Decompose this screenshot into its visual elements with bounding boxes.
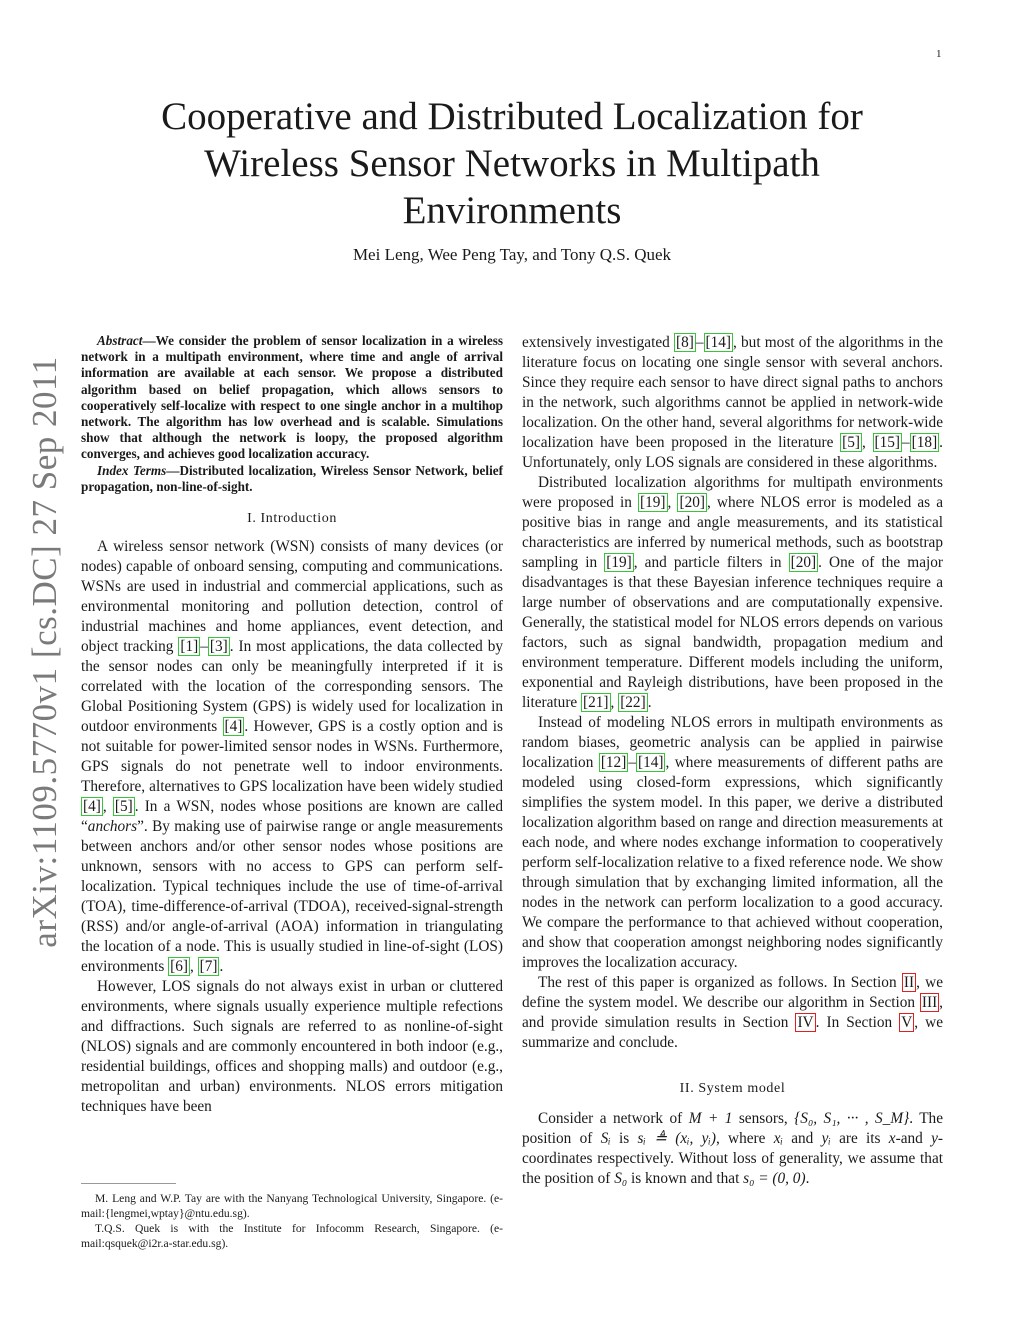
- text-run: sensors,: [732, 1110, 795, 1127]
- citation-link[interactable]: [5]: [114, 798, 133, 816]
- text-run: , where NLOS error is modeled as a positive bias in range and angle measurements, and its statistical characteristics are inferred by numerical methods, such as bootstrap sampling in: [522, 494, 943, 571]
- section-link[interactable]: III: [921, 994, 938, 1011]
- body-paragraph: extensively investigated [8] – [14] , but most of the algorithms in the literature focus on locating one single sensor with several anchors. Since they require each sensor to have direct signal paths to anchors in the network, such algorithms cannot be applied in network-wide localization. On the other hand, several algorithms for network-wide localization have been proposed in the literature [5] , [15] – [18] . Unfortunately, only LOS signals are considered in these algorithms.: [522, 334, 943, 471]
- text-run: . Unfortunately, only LOS signals are considered in these algorithms.: [522, 434, 943, 471]
- intro-paragraph: However, LOS signals do not always exist in urban or cluttered environments, where signals usually experience multiple refections and diffractions. Such signals are referred to as nonline-of-sight (NLOS) signals and are commonly encountered in both indoor (e.g., residential buildings, offices and shopping malls) and outdoor (e.g., metropolitan and urban) environments. NLOS errors mitigation techniques have been: [81, 978, 503, 1116]
- math-expression: xᵢ: [773, 1130, 783, 1147]
- text-run: . One of the major disadvantages is that these Bayesian inference techniques require a large number of observations and are computationally expensive. Generally, the statistical model for NLOS errors depends on various factors, such as signal bandwidth, propagation medium and environment temperature. Different models including the uniform, exponential and Rayleigh distributions, have been proposed in the literature: [522, 554, 943, 711]
- math-expression: s₀ = (0, 0): [743, 1170, 806, 1187]
- arxiv-stamp: arXiv:1109.5770v1 [cs.DC] 27 Sep 2011: [25, 356, 64, 948]
- text-run: -coordinates respectively. Without loss of generality, we assume that the position of: [522, 1130, 943, 1187]
- section-heading-system-model: II. System model: [679, 1081, 786, 1096]
- text-run: . The position of: [522, 1110, 943, 1147]
- citation-link[interactable]: [7]: [199, 958, 218, 976]
- text-run: , where measurements of different paths are modeled using closed-form expressions, which significantly simplifies the system model. In this paper, we derive a distributed localization algorithm based on range and direction measurements at each node, and where nodes exchange information to cooperatively perform self-localization relative to a fixed reference node. We show through simulation that by exchanging limited information, all the nodes in the network can perform localization to a good accuracy. We compare the performance to that achieved without cooperation, and show that cooperation amongst neighboring nodes significantly improves the localization accuracy.: [522, 754, 943, 971]
- footnote-affiliation: T.Q.S. Quek is with the Institute for Infocomm Research, Singapore. (e-mail:qsquek@i2r.a-star.edu.sg).: [81, 1222, 503, 1250]
- math-expression: S₀: [614, 1170, 628, 1187]
- footnotes: [81, 1191, 503, 1251]
- text-run: Instead of modeling NLOS errors in multipath environments as random biases, geometric analysis can be applied in pairwise localization: [522, 714, 943, 771]
- citation-link[interactable]: [1]: [180, 638, 199, 656]
- text-run: . In Section: [815, 1014, 900, 1031]
- citation-link[interactable]: [4]: [224, 718, 243, 736]
- text-run: .: [647, 694, 652, 711]
- section-link[interactable]: II: [903, 974, 915, 991]
- text-run: , but most of the algorithms in the literature focus on locating one single sensor with several anchors. Since they require each sensor to have direct signal paths to anchors in the network, such algorithms cannot be applied in network-wide localization. On the other hand, several algorithms for network-wide localization have been proposed in the literature: [522, 334, 943, 451]
- math-expression: yᵢ: [821, 1130, 831, 1147]
- text-run: . In most applications, the data collected by the sensor nodes can only be meaningfully interpreted if it is correlated with the location of the corresponding sensors. The Global Positioning System (GPS) is widely used for localization in outdoor environments: [81, 638, 503, 736]
- citation-link[interactable]: [22]: [620, 694, 646, 711]
- left-column: [81, 333, 503, 1117]
- text-run: .: [805, 1170, 810, 1187]
- citation-link[interactable]: [15]: [874, 434, 901, 451]
- citation-link[interactable]: [20]: [679, 494, 705, 511]
- text-run: is known and that: [627, 1170, 744, 1187]
- text-run: and: [782, 1130, 822, 1147]
- citation-link[interactable]: [21]: [583, 694, 609, 711]
- text-run: , where: [715, 1130, 774, 1147]
- citation-link[interactable]: [6]: [170, 958, 188, 976]
- citation-link[interactable]: [3]: [209, 638, 228, 656]
- author-list: Mei Leng, Wee Peng Tay, and Tony Q.S. Quek: [352, 245, 672, 264]
- math-expression: y: [931, 1130, 938, 1147]
- paper-title: Cooperative and Distributed Localization for Wireless Sensor Networks in Multipath Environments: [161, 95, 863, 232]
- emphasis-anchors: anchors: [87, 818, 138, 836]
- abstract: [81, 333, 503, 463]
- section-heading-introduction: I. Introduction: [247, 511, 337, 527]
- text-run: The rest of this paper is organized as follows. In Section: [538, 974, 902, 991]
- text-run: is: [610, 1130, 638, 1147]
- body-paragraph: [522, 973, 943, 1053]
- section-link[interactable]: IV: [797, 1014, 814, 1031]
- section-link[interactable]: V: [901, 1014, 913, 1031]
- body-paragraph: [522, 1109, 943, 1189]
- index-terms-text: —Distributed localization, Wireless Sensor Network, belief propagation, non-line-of-sight.: [81, 462, 503, 494]
- citation-link[interactable]: [18]: [911, 434, 938, 451]
- text-run: .: [219, 958, 224, 976]
- body-paragraph: Instead of modeling NLOS errors in multipath environments as random biases, geometric analysis can be applied in pairwise localization [12] – [14] , where measurements of different paths are modeled using closed-form expressions, which significantly simplifies the system model. In this paper, we derive a distributed localization algorithm based on range and direction measurements at each node, and where nodes exchange information to cooperatively perform self-localization relative to a fixed reference node. We show through simulation that by exchanging limited information, all the nodes in the network can perform localization to a good accuracy. We compare the performance to that achieved without cooperation, and show that cooperation amongst neighboring nodes significantly improves the localization accuracy.: [522, 714, 943, 971]
- text-run: are its: [830, 1130, 889, 1147]
- math-expression: {S₀, S₁, ··· , S_M}: [794, 1110, 910, 1127]
- citation-link[interactable]: [14]: [705, 334, 731, 351]
- citation-link[interactable]: [5]: [842, 434, 860, 451]
- math-expression: sᵢ ≜ (xᵢ, yᵢ): [637, 1130, 716, 1147]
- text-run: Distributed localization algorithms for multipath environments were proposed in: [522, 474, 943, 511]
- index-terms-lead: Index Terms: [97, 462, 167, 478]
- page-number: 1: [936, 48, 942, 60]
- right-column: [522, 333, 943, 1189]
- text-run: ”. By making use of pairwise range or angle measurements between anchors and/or other sensor nodes whose positions are unknown, sensors with no access to GPS can perform self-localization. Typical techniques include the use of time-of-arrival (TOA), time-difference-of-arrival (TDOA), received-signal-strength (RSS) and/or angle-of-arrival (AOA) information in triangulating the location of a node. This is usually studied in line-of-sight (LOS) environments: [81, 818, 503, 976]
- citation-link[interactable]: [20]: [790, 554, 817, 571]
- text-run: , and particle filters in: [633, 554, 789, 571]
- text-run: , we summarize and conclude.: [522, 1014, 943, 1051]
- footnote-affiliation: M. Leng and W.P. Tay are with the Nanyang Technological University, Singapore. (e-mail:{lengmei,wptay}@ntu.edu.sg).: [81, 1192, 503, 1220]
- abstract-text: —We consider the problem of sensor localization in a wireless network in a multipath environment, where time and angle of arrival information are available at each sensor. We propose a distributed algorithm based on belief propagation, which allows sensors to cooperatively self-localize with respect to one single anchor in a multihop network. The algorithm has low overhead and is scalable. Simulations show that although the network is loopy, the proposed algorithm converges, and achieves good localization accuracy.: [81, 333, 503, 462]
- citation-link[interactable]: [14]: [637, 754, 664, 771]
- text-run: A wireless sensor network (WSN) consists of many devices (or nodes) capable of onboard sensing, computing and communications. WSNs are used in industrial and commercial applications, such as environmental monitoring and pollution detection, control of industrial machines and home appliances, event detection, and object tracking: [81, 538, 503, 656]
- footnote-divider: [81, 1183, 176, 1184]
- math-expression: x: [888, 1130, 896, 1147]
- math-expression: M + 1: [688, 1110, 733, 1127]
- text-run: . However, GPS is a costly option and is not suitable for power-limited sensor nodes in WSNs. Furthermore, GPS signals do not penetrate well to indoor environments. Therefore, alternatives to GPS localization have been widely studied: [81, 718, 503, 796]
- text-run: . In a WSN, nodes whose positions are known are called “: [81, 798, 503, 836]
- citation-link[interactable]: [8]: [676, 334, 694, 351]
- text-run: Consider a network of: [538, 1110, 689, 1127]
- citation-link[interactable]: [19]: [606, 554, 632, 571]
- text-run: extensively investigated: [522, 334, 674, 351]
- abstract-lead: Abstract: [97, 333, 143, 348]
- citation-link[interactable]: [4]: [83, 798, 101, 816]
- math-expression: Sᵢ: [600, 1130, 611, 1147]
- index-terms: [81, 463, 503, 495]
- text-run: , we define the system model. We describe our algorithm in Section: [522, 974, 943, 1011]
- intro-paragraph: A wireless sensor network (WSN) consists of many devices (or nodes) capable of onboard sensing, computing and communications. WSNs are used in industrial and commercial applications, such as environmental monitoring and pollution detection, control of industrial machines and home appliances, event detection, and object tracking [1] – [3] . In most applications, the data collected by the sensor nodes can only be meaningfully interpreted if it is correlated with the location of the corresponding sensors. The Global Positioning System (GPS) is widely used for localization in outdoor environments [4] . However, GPS is a costly option and is not suitable for power-limited sensor nodes in WSNs. Furthermore, GPS signals do not penetrate well to indoor environments. Therefore, alternatives to GPS localization have been widely studied [4] , [5] . In a WSN, nodes whose positions are known are called “anchors”. By making use of pairwise range or angle measurements between anchors and/or other sensor nodes whose positions are unknown, sensors with no access to GPS can perform self-localization. Typical techniques include the use of time-of-arrival (TOA), time-difference-of-arrival (TDOA), received-signal-strength (RSS) and/or angle-of-arrival (AOA) information in triangulating the location of a node. This is usually studied in line-of-sight (LOS) environments [6] , [7] .: [81, 538, 503, 976]
- citation-link[interactable]: [12]: [600, 754, 627, 771]
- text-run: , and provide simulation results in Section: [522, 994, 943, 1031]
- citation-link[interactable]: [19]: [640, 494, 666, 511]
- text-run: -and: [895, 1130, 932, 1147]
- body-paragraph: Distributed localization algorithms for multipath environments were proposed in [19] , [20] , where NLOS error is modeled as a positive bias in range and angle measurements, and its statistical characteristics are inferred by numerical methods, such as bootstrap sampling in [19] , and particle filters in [20] . One of the major disadvantages is that these Bayesian inference techniques require a large number of observations and are computationally expensive. Generally, the statistical model for NLOS errors depends on various factors, such as signal bandwidth, propagation medium and environment temperature. Different models including the uniform, exponential and Rayleigh distributions, have been proposed in the literature [21] , [22] .: [522, 474, 943, 711]
